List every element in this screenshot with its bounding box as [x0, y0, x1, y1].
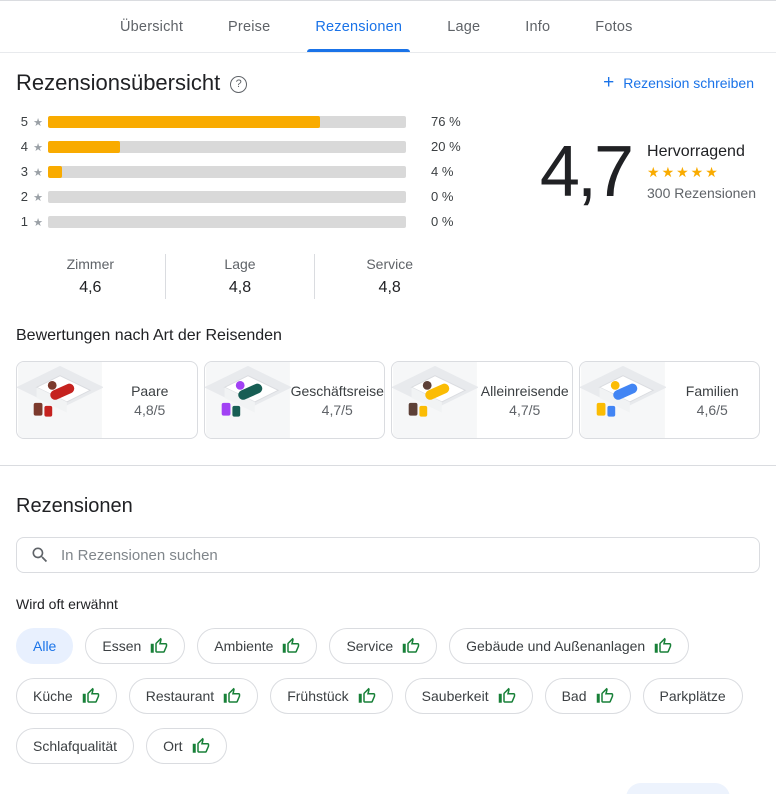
tab-ubersicht[interactable]: Übersicht — [120, 18, 184, 35]
traveler-card-rating: 4,7/5 — [321, 401, 353, 418]
traveler-card-geschaftsreise[interactable] — [204, 361, 386, 439]
review-count[interactable]: 300 Rezensionen — [647, 184, 756, 201]
chip-kuche[interactable] — [16, 678, 117, 714]
page-title: Rezensionsübersicht — [16, 70, 221, 95]
thumbs-up-icon — [192, 737, 210, 755]
write-review-button[interactable] — [603, 71, 760, 93]
rating-bar-track — [48, 116, 406, 128]
score-meta — [647, 143, 756, 201]
help-icon[interactable]: ? — [230, 76, 247, 93]
traveler-card-label: Geschäftsreise — [290, 382, 384, 399]
partially-visible-button[interactable] — [626, 783, 730, 794]
tab-rezensionen[interactable]: Rezensionen — [315, 1, 402, 52]
star-count-label: 2 — [20, 189, 28, 204]
tab-bar — [0, 1, 776, 53]
chip-sauberkeit[interactable] — [405, 678, 533, 714]
score-word: Hervorragend — [647, 142, 745, 160]
chip-label: Schlafqualität — [33, 738, 118, 754]
chip-label: Service — [346, 638, 394, 654]
chip-label: Restaurant — [145, 688, 215, 704]
chip-label: Frühstück — [287, 688, 349, 704]
star-count-label: 1 — [20, 214, 28, 229]
chip-ambiente[interactable] — [197, 628, 317, 664]
rating-bar-row-4[interactable] — [16, 134, 472, 159]
chip-label: Ort — [163, 738, 183, 754]
chip-label: Essen — [102, 638, 142, 654]
traveler-card-label: Alleinreisende — [480, 382, 569, 399]
overall-score: 4,7 — [539, 131, 632, 212]
alleinreisende-illustration — [392, 362, 478, 438]
overview-header — [16, 70, 760, 96]
traveler-card-rating: 4,8/5 — [134, 401, 166, 418]
rating-bar-row-5[interactable] — [16, 109, 472, 134]
traveler-card-familien[interactable] — [579, 361, 761, 439]
traveler-card-paare[interactable] — [16, 361, 198, 439]
rating-percent-label: 0 % — [431, 189, 454, 204]
thumbs-up-icon — [150, 637, 168, 655]
traveler-card-rating: 4,7/5 — [509, 401, 541, 418]
thumbs-up-icon — [596, 687, 614, 705]
chip-label: Küche — [33, 688, 73, 704]
chip-essen[interactable] — [85, 628, 185, 664]
traveler-card-alleinreisende[interactable] — [391, 361, 573, 439]
category-label: Service — [366, 256, 414, 272]
thumbs-up-icon — [223, 687, 241, 705]
main-content — [0, 70, 776, 794]
search-input[interactable] — [61, 547, 746, 564]
chip-ort[interactable] — [146, 728, 226, 764]
rating-bar-row-1[interactable] — [16, 209, 472, 234]
score-stars-icon: ★★★★★ — [647, 163, 720, 180]
chip-alle[interactable] — [16, 628, 73, 664]
section-divider — [0, 465, 776, 466]
review-search-box — [16, 537, 760, 573]
thumbs-up-icon — [654, 637, 672, 655]
star-icon: ★ — [33, 166, 43, 179]
traveler-card-rating: 4,6/5 — [696, 401, 728, 418]
traveler-card-text — [666, 362, 760, 438]
rating-percent-label: 20 % — [431, 139, 461, 154]
tab-list — [120, 1, 633, 52]
traveler-card-text — [478, 362, 572, 438]
category-value: 4,8 — [378, 279, 401, 296]
star-icon: ★ — [33, 216, 43, 229]
score-block — [539, 131, 760, 212]
thumbs-up-icon — [358, 687, 376, 705]
familien-illustration — [580, 362, 666, 438]
rating-bar-track — [48, 216, 406, 228]
rating-bar-track — [48, 191, 406, 203]
traveler-card-label: Familien — [685, 382, 739, 399]
star-icon: ★ — [33, 141, 43, 154]
rating-bar-track — [48, 166, 406, 178]
thumbs-up-icon — [402, 637, 420, 655]
chip-label: Bad — [561, 688, 587, 704]
rating-percent-label: 76 % — [431, 114, 461, 129]
star-count-label: 5 — [20, 114, 28, 129]
category-label: Zimmer — [66, 256, 115, 272]
chip-fruhstuck[interactable] — [270, 678, 392, 714]
star-icon: ★ — [33, 191, 43, 204]
chip-label: Alle — [33, 638, 57, 654]
rating-bar-row-2[interactable] — [16, 184, 472, 209]
category-label: Lage — [224, 256, 256, 272]
chip-restaurant[interactable] — [129, 678, 258, 714]
reviews-title: Rezensionen — [16, 495, 133, 517]
rating-bar-fill — [48, 141, 120, 153]
rating-bar-row-3[interactable] — [16, 159, 472, 184]
star-icon: ★ — [33, 116, 43, 129]
rating-bar-fill — [48, 166, 62, 178]
overview-title-wrap — [16, 70, 247, 96]
traveler-cards — [16, 361, 760, 439]
tab-info[interactable]: Info — [525, 18, 551, 35]
tab-preise[interactable]: Preise — [228, 18, 271, 35]
traveler-card-text — [291, 362, 385, 438]
chip-label: Parkplätze — [659, 688, 726, 704]
traveler-card-text — [103, 362, 197, 438]
write-review-label: Rezension schreiben — [623, 75, 754, 91]
chip-gebaude-und-au-enanlagen[interactable] — [449, 628, 689, 664]
mention-chips — [16, 628, 760, 764]
rating-bar-track — [48, 141, 406, 153]
chip-service[interactable] — [329, 628, 437, 664]
paare-illustration — [17, 362, 103, 438]
thumbs-up-icon — [82, 687, 100, 705]
rating-bar-fill — [48, 116, 320, 128]
category-zimmer — [16, 254, 165, 299]
chip-bad[interactable] — [545, 678, 631, 714]
chip-label: Sauberkeit — [421, 688, 489, 704]
star-count-label: 4 — [20, 139, 28, 154]
thumbs-up-icon — [498, 687, 516, 705]
chip-label: Gebäude und Außenanlagen — [466, 638, 646, 654]
star-count-label: 3 — [20, 164, 28, 179]
rating-histogram — [16, 109, 472, 234]
traveler-card-label: Paare — [131, 382, 169, 399]
plus-icon: + — [603, 71, 615, 93]
rating-percent-label: 0 % — [431, 214, 454, 229]
category-value: 4,6 — [79, 279, 102, 296]
geschaeftsreise-illustration — [205, 362, 291, 438]
search-icon — [30, 545, 50, 565]
tab-lage[interactable]: Lage — [447, 18, 481, 35]
category-value: 4,8 — [228, 279, 252, 296]
category-ratings — [16, 254, 464, 299]
chip-label: Ambiente — [214, 638, 274, 654]
category-lage — [165, 254, 315, 299]
tab-fotos[interactable]: Fotos — [595, 18, 633, 35]
category-service — [314, 254, 464, 299]
traveler-section-title: Bewertungen nach Art der Reisenden — [16, 327, 282, 344]
chip-schlafqualitat[interactable] — [16, 728, 134, 764]
mentions-label: Wird oft erwähnt — [16, 596, 118, 612]
rating-percent-label: 4 % — [431, 164, 454, 179]
thumbs-up-icon — [282, 637, 300, 655]
rating-area — [16, 109, 760, 234]
chip-parkplatze[interactable] — [643, 678, 743, 714]
